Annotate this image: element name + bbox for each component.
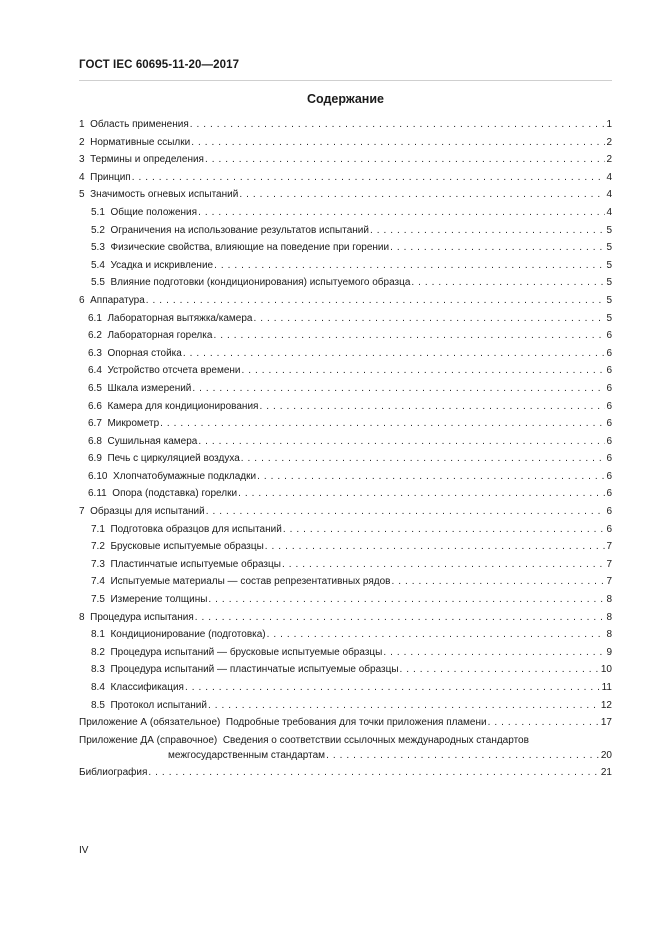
page-number: 5 <box>606 242 612 254</box>
page-number: 12 <box>600 699 612 711</box>
toc-entry[interactable] <box>79 365 612 383</box>
section-title: Лабораторная вытяжка/камера <box>107 312 253 324</box>
toc-entry[interactable] <box>79 348 612 366</box>
section-title: Область применения <box>90 119 189 130</box>
page-number: 4 <box>606 206 612 218</box>
section-title: Нормативные ссылки <box>90 136 191 148</box>
dot-leader <box>238 488 605 499</box>
section-number: 8.1 <box>91 629 105 641</box>
page-number: 2 <box>606 154 612 166</box>
dot-leader <box>326 750 600 761</box>
section-number: 8.2 <box>91 646 105 658</box>
page-number: 6 <box>606 523 612 535</box>
dot-leader <box>283 524 606 535</box>
bibliography-label: Библиография <box>79 767 148 779</box>
page-number: 17 <box>600 717 612 729</box>
section-number: 6.4 <box>88 365 102 377</box>
toc-entry[interactable] <box>79 488 612 506</box>
dot-leader <box>242 365 606 376</box>
toc-entry[interactable] <box>79 559 612 577</box>
section-title: Лабораторная горелка <box>107 330 213 342</box>
section-title: Усадка и искривление <box>110 259 214 271</box>
toc-entry[interactable] <box>79 172 612 190</box>
page-number: 6 <box>606 488 612 500</box>
section-number: 6.6 <box>88 400 102 412</box>
section-number: 5 <box>79 189 85 201</box>
dot-leader <box>239 189 605 200</box>
page-number: 5 <box>606 259 612 271</box>
annex-label: Приложение ДА (справочное) <box>79 734 218 746</box>
section-number: 6.9 <box>88 453 102 465</box>
section-number: 5.3 <box>91 242 105 254</box>
page-number: 5 <box>606 224 612 236</box>
toc-entry[interactable] <box>79 277 612 295</box>
dot-leader <box>208 594 605 605</box>
toc-entry[interactable] <box>79 189 612 207</box>
section-number: 8.5 <box>91 699 105 711</box>
page-number: 6 <box>606 418 612 430</box>
page-number: 6 <box>606 330 612 342</box>
header-divider <box>79 80 612 81</box>
section-title: Сушильная камера <box>107 435 198 447</box>
toc-entry[interactable] <box>79 137 612 155</box>
annex-title-line2: межгосударственным стандартам <box>168 749 326 761</box>
section-title: Подготовка образцов для испытаний <box>110 523 282 535</box>
page-number: 7 <box>606 576 612 588</box>
toc-entry[interactable] <box>79 313 612 331</box>
page-number: 6 <box>606 365 612 377</box>
toc-entry[interactable] <box>79 242 612 260</box>
dot-leader <box>148 767 599 778</box>
section-number: 7.3 <box>91 558 105 570</box>
page-number: 10 <box>600 664 612 676</box>
page-number: 6 <box>606 506 612 518</box>
dot-leader <box>254 313 606 324</box>
toc-entry[interactable] <box>79 330 612 348</box>
toc-annex-da[interactable] <box>79 735 612 768</box>
toc-title: Содержание <box>306 92 384 106</box>
section-title: Термины и определения <box>90 154 204 166</box>
section-number: 7.1 <box>91 523 105 535</box>
section-number: 5.2 <box>91 224 105 236</box>
section-number: 7.5 <box>91 594 105 606</box>
toc-entry[interactable] <box>79 225 612 243</box>
dot-leader <box>191 137 605 148</box>
toc-entry[interactable] <box>79 154 612 172</box>
section-title: Протокол испытаний <box>110 699 207 711</box>
toc-entry[interactable] <box>79 383 612 401</box>
dot-leader <box>400 664 600 675</box>
dot-leader <box>213 330 605 341</box>
section-title: Микрометр <box>107 418 160 430</box>
dot-leader <box>391 576 605 587</box>
dot-leader <box>192 383 605 394</box>
page-number: 8 <box>606 629 612 641</box>
page-number: 21 <box>600 767 612 779</box>
dot-leader <box>206 506 606 517</box>
section-title: Устройство отсчета времени <box>107 365 241 377</box>
dot-leader <box>267 629 606 640</box>
toc-annex-a[interactable] <box>79 717 612 735</box>
toc-entry[interactable] <box>79 506 612 524</box>
toc-entry[interactable] <box>79 401 612 419</box>
section-title: Образцы для испытаний <box>90 506 205 518</box>
toc-entry[interactable] <box>79 612 612 630</box>
section-number: 8.4 <box>91 682 105 693</box>
section-number: 6.8 <box>88 435 102 447</box>
toc-entry[interactable] <box>79 119 612 137</box>
section-number: 6.1 <box>88 312 102 324</box>
dot-leader <box>198 436 605 447</box>
dot-leader <box>198 207 605 218</box>
section-number: 5.5 <box>91 277 105 289</box>
section-number: 7.4 <box>91 576 105 588</box>
table-of-contents <box>79 119 612 785</box>
dot-leader <box>241 453 606 464</box>
toc-entry[interactable] <box>79 295 612 313</box>
section-title: Аппаратура <box>90 294 145 306</box>
toc-entry[interactable] <box>79 700 612 718</box>
page-number: 2 <box>606 136 612 148</box>
section-title: Испытуемые материалы — состав репрезентативных рядов <box>110 576 391 588</box>
section-title: Камера для кондиционирования <box>107 400 259 412</box>
dot-leader <box>185 682 601 693</box>
section-title: Значимость огневых испытаний <box>90 189 239 201</box>
annex-label: Приложение А (обязательное) <box>79 717 221 729</box>
section-title: Принцип <box>90 171 131 183</box>
page-number: 5 <box>606 312 612 324</box>
page-number: 8 <box>606 594 612 606</box>
dot-leader <box>214 260 605 271</box>
section-number: 6.5 <box>88 382 102 394</box>
toc-entry[interactable] <box>79 453 612 471</box>
toc-entry[interactable] <box>79 207 612 225</box>
page-number: 11 <box>601 682 612 693</box>
dot-leader <box>190 119 606 130</box>
section-number: 7 <box>79 506 85 518</box>
toc-entry[interactable] <box>79 647 612 665</box>
toc-entry[interactable] <box>79 594 612 612</box>
toc-entry[interactable] <box>79 541 612 559</box>
section-number: 4 <box>79 171 85 183</box>
section-number: 8 <box>79 611 85 623</box>
section-title: Общие положения <box>110 206 198 218</box>
section-number: 6.7 <box>88 418 102 430</box>
section-title: Кондиционирование (подготовка) <box>110 629 266 641</box>
page-number: 6 <box>606 453 612 465</box>
dot-leader <box>160 418 605 429</box>
page-number: 6 <box>606 435 612 447</box>
section-title: Процедура испытания <box>90 611 194 623</box>
section-title: Опорная стойка <box>107 347 182 359</box>
section-number: 3 <box>79 154 85 166</box>
section-number: 7.2 <box>91 541 105 553</box>
dot-leader <box>411 277 605 288</box>
toc-entry[interactable] <box>79 436 612 454</box>
page-number: 1 <box>606 119 612 130</box>
toc-entry[interactable] <box>79 418 612 436</box>
dot-leader <box>488 717 600 728</box>
dot-leader <box>390 242 605 253</box>
section-number: 5.4 <box>91 259 105 271</box>
section-number: 5.1 <box>91 206 105 218</box>
section-title: Пластинчатые испытуемые образцы <box>110 558 281 570</box>
page-number: 20 <box>600 749 612 761</box>
dot-leader <box>383 647 605 658</box>
section-title: Брусковые испытуемые образцы <box>110 541 264 553</box>
section-title: Классификация <box>110 682 184 693</box>
toc-entry[interactable] <box>79 471 612 489</box>
section-title: Процедура испытаний — пластинчатые испытуемые образцы <box>110 664 399 676</box>
section-number: 6.3 <box>88 347 102 359</box>
section-number: 8.3 <box>91 664 105 676</box>
page-number: 6 <box>606 400 612 412</box>
page-number: 9 <box>606 646 612 658</box>
section-number: 6.10 <box>88 470 108 482</box>
section-title: Измерение толщины <box>110 594 208 606</box>
page-number: 8 <box>606 611 612 623</box>
section-number: 6 <box>79 294 85 306</box>
page-number: 4 <box>606 189 612 201</box>
dot-leader <box>195 612 606 623</box>
dot-leader <box>257 471 605 482</box>
section-title: Физические свойства, влияющие на поведение при горении <box>110 242 390 254</box>
dot-leader <box>208 700 600 711</box>
dot-leader <box>370 225 605 236</box>
page-number-footer: IV <box>79 845 89 856</box>
page-number: 5 <box>606 294 612 306</box>
dot-leader <box>183 348 606 359</box>
section-title: Хлопчатобумажные подкладки <box>113 470 257 482</box>
section-title: Влияние подготовки (кондиционирования) испытуемого образца <box>110 277 411 289</box>
page-number: 6 <box>606 470 612 482</box>
toc-entry[interactable] <box>79 629 612 647</box>
toc-entry[interactable] <box>79 576 612 594</box>
page-number: 4 <box>606 171 612 183</box>
toc-entries <box>79 119 612 717</box>
toc-entry[interactable] <box>79 524 612 542</box>
page-number: 7 <box>606 558 612 570</box>
dot-leader <box>265 541 606 552</box>
section-number: 1 <box>79 119 85 130</box>
section-title: Печь с циркуляцией воздуха <box>107 453 240 465</box>
section-number: 2 <box>79 136 85 148</box>
toc-bibliography[interactable] <box>79 767 612 785</box>
page-number: 6 <box>606 382 612 394</box>
dot-leader <box>259 401 605 412</box>
dot-leader <box>282 559 606 570</box>
page-number: 7 <box>606 541 612 553</box>
dot-leader <box>146 295 606 306</box>
document-code: ГОСТ IEC 60695-11-20—2017 <box>79 59 240 71</box>
annex-title: Подробные требования для точки приложения пламени <box>225 717 487 729</box>
section-title: Процедура испытаний — брусковые испытуемые образцы <box>110 646 383 658</box>
toc-entry[interactable] <box>79 664 612 682</box>
section-title: Ограничения на использование результатов испытаний <box>110 224 369 236</box>
section-number: 6.11 <box>88 488 107 500</box>
toc-entry[interactable] <box>79 260 612 278</box>
section-title: Шкала измерений <box>107 382 192 394</box>
section-number: 6.2 <box>88 330 102 342</box>
toc-entry[interactable] <box>79 682 612 700</box>
page-number: 6 <box>606 347 612 359</box>
section-title: Опора (подставка) горелки <box>112 488 238 500</box>
dot-leader <box>132 172 606 183</box>
page-number: 5 <box>606 277 612 289</box>
dot-leader <box>205 154 605 165</box>
annex-title-line1: Сведения о соответствии ссылочных международных стандартов <box>222 734 529 746</box>
